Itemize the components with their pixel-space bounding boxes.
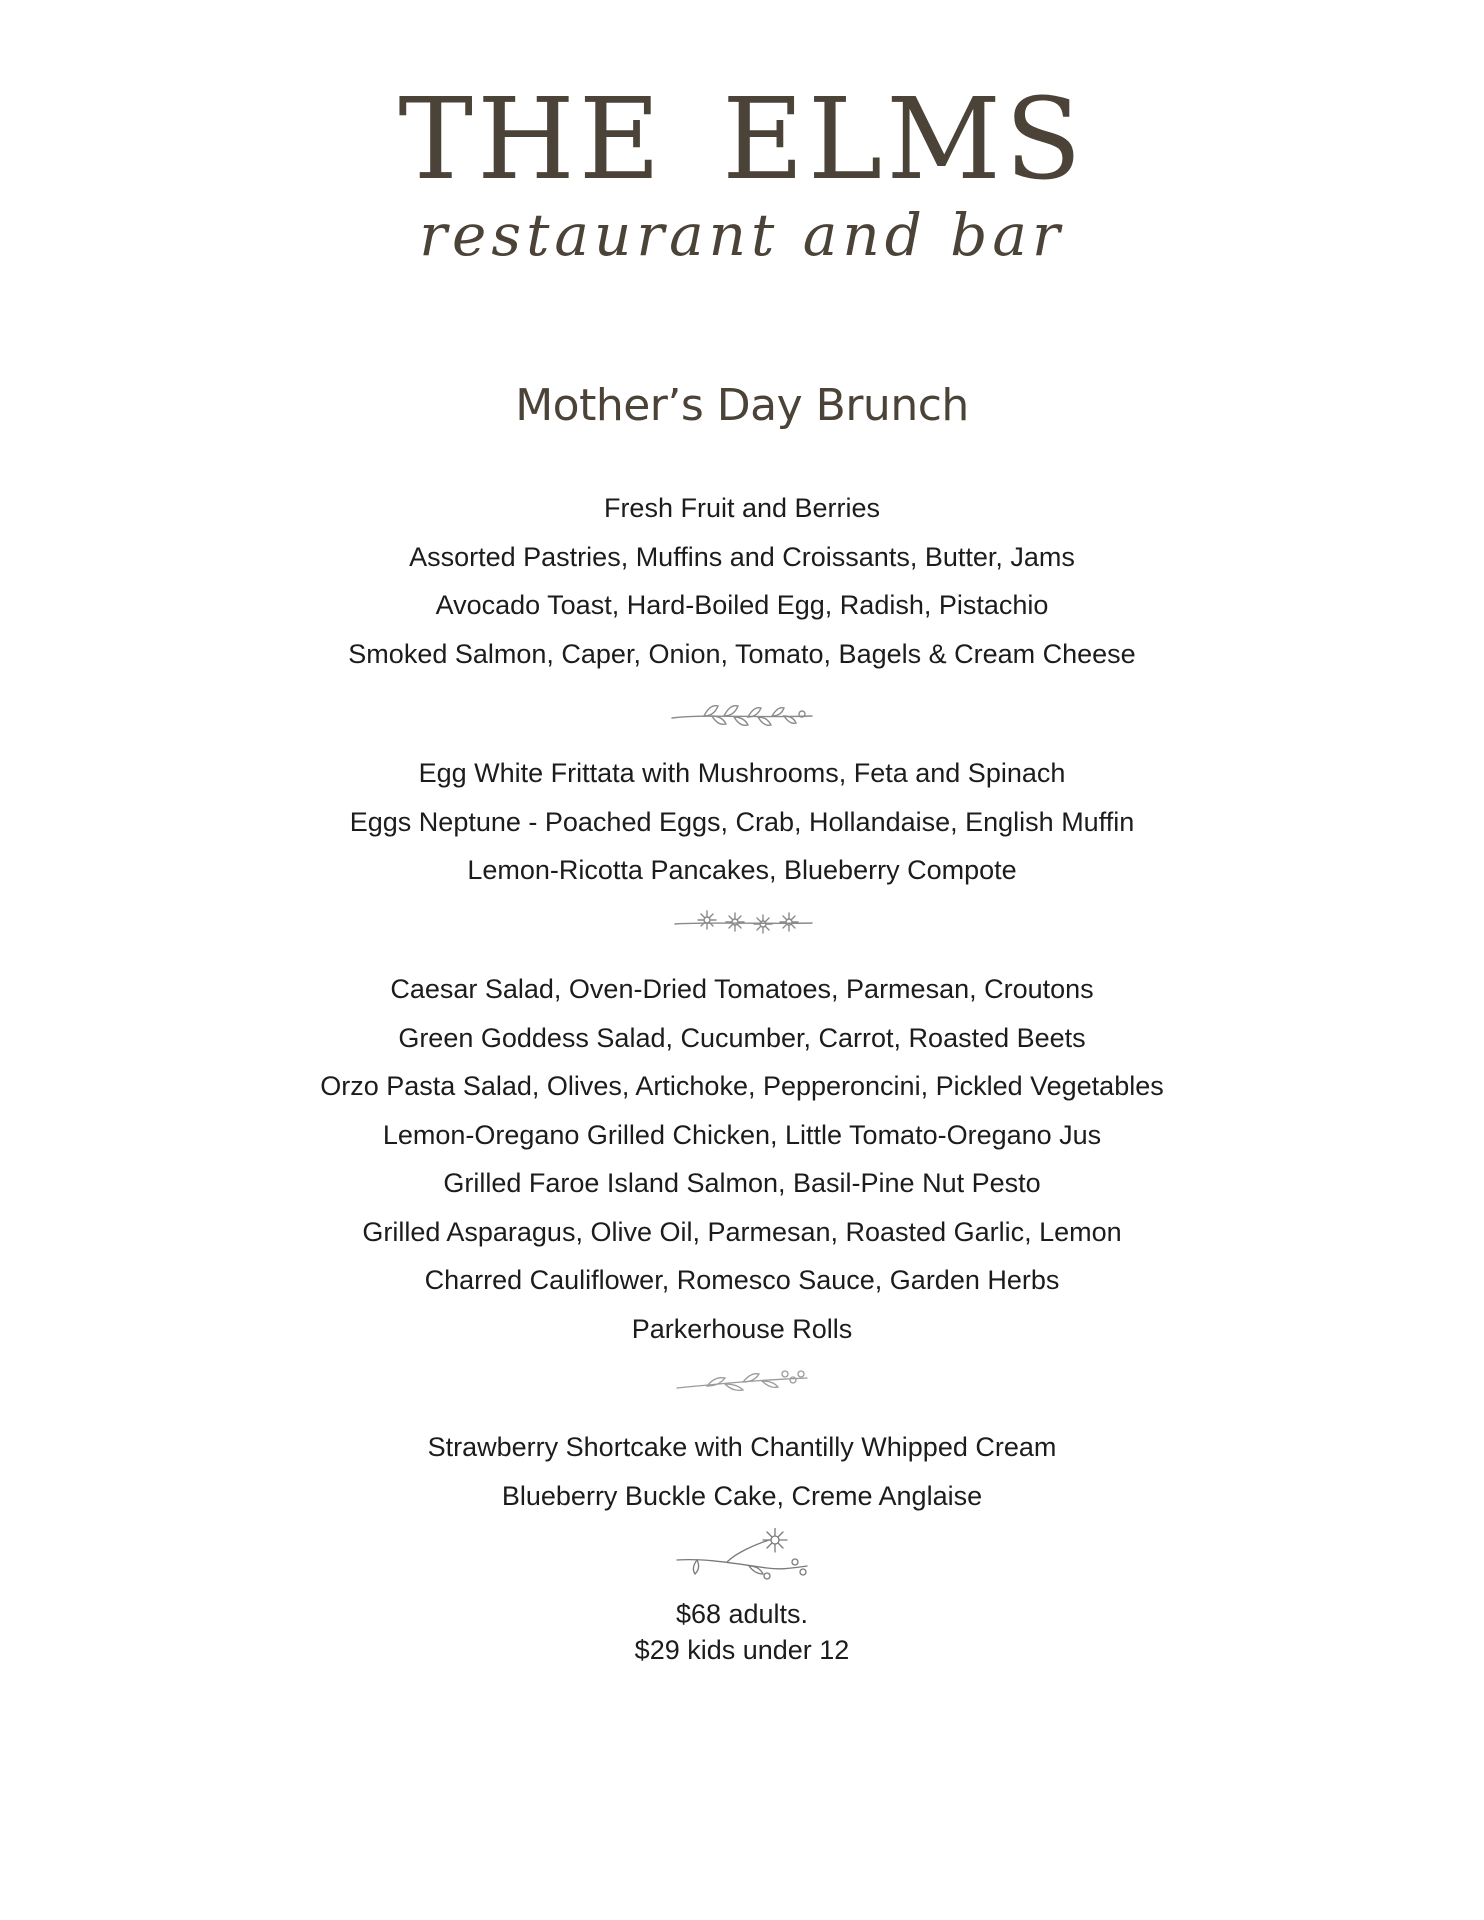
menu-section-desserts — [0, 1423, 1484, 1520]
menu-item: Lemon-Oregano Grilled Chicken, Little Tomato-Oregano Jus — [382, 1119, 1102, 1150]
menu-item: Green Goddess Salad, Cucumber, Carrot, Roasted Beets — [398, 1022, 1086, 1053]
menu-item: Grilled Faroe Island Salmon, Basil-Pine Nut Pesto — [443, 1168, 1041, 1198]
menu-title: Mother’s Day Brunch — [515, 380, 969, 431]
daisy-sprig-ornament-icon — [0, 1528, 1484, 1584]
menu-section-starters — [0, 484, 1484, 678]
flower-sprig-ornament-icon — [0, 902, 1484, 946]
menu-item: Lemon-Ricotta Pancakes, Blueberry Compote — [467, 855, 1017, 885]
herb-branch-ornament-icon — [0, 1362, 1484, 1406]
leaf-sprig-ornament-icon — [0, 694, 1484, 738]
menu-section-mains — [0, 965, 1484, 1353]
menu-item: Eggs Neptune - Poached Eggs, Crab, Hollandaise, English Muffin — [349, 806, 1135, 837]
menu-item: Avocado Toast, Hard-Boiled Egg, Radish, Pistachio — [435, 590, 1049, 620]
menu-item: Caesar Salad, Oven-Dried Tomatoes, Parmesan, Croutons — [390, 974, 1094, 1004]
price-adults: $68 adults. — [675, 1599, 809, 1629]
menu-item: Strawberry Shortcake with Chantilly Whipped Cream — [427, 1432, 1057, 1462]
menu-item: Grilled Asparagus, Olive Oil, Parmesan, Roasted Garlic, Lemon — [362, 1216, 1122, 1247]
menu-section-eggs — [0, 749, 1484, 895]
menu-item: Egg White Frittata with Mushrooms, Feta and Spinach — [418, 758, 1066, 788]
restaurant-logo-title: THE ELMS — [398, 75, 1086, 205]
menu-item: Smoked Salmon, Caper, Onion, Tomato, Bagels & Cream Cheese — [348, 638, 1136, 669]
price-kids: $29 kids under 12 — [634, 1635, 850, 1665]
menu-item: Charred Cauliflower, Romesco Sauce, Garden Herbs — [424, 1265, 1060, 1295]
menu-item: Fresh Fruit and Berries — [603, 493, 881, 523]
menu-item: Orzo Pasta Salad, Olives, Artichoke, Pepperoncini, Pickled Vegetables — [320, 1071, 1164, 1101]
menu-item: Parkerhouse Rolls — [631, 1313, 853, 1344]
restaurant-logo-subtitle: restaurant and bar — [419, 201, 1065, 269]
menu-item: Blueberry Buckle Cake, Creme Anglaise — [501, 1480, 983, 1511]
menu-item: Assorted Pastries, Muffins and Croissants, Butter, Jams — [409, 541, 1075, 572]
